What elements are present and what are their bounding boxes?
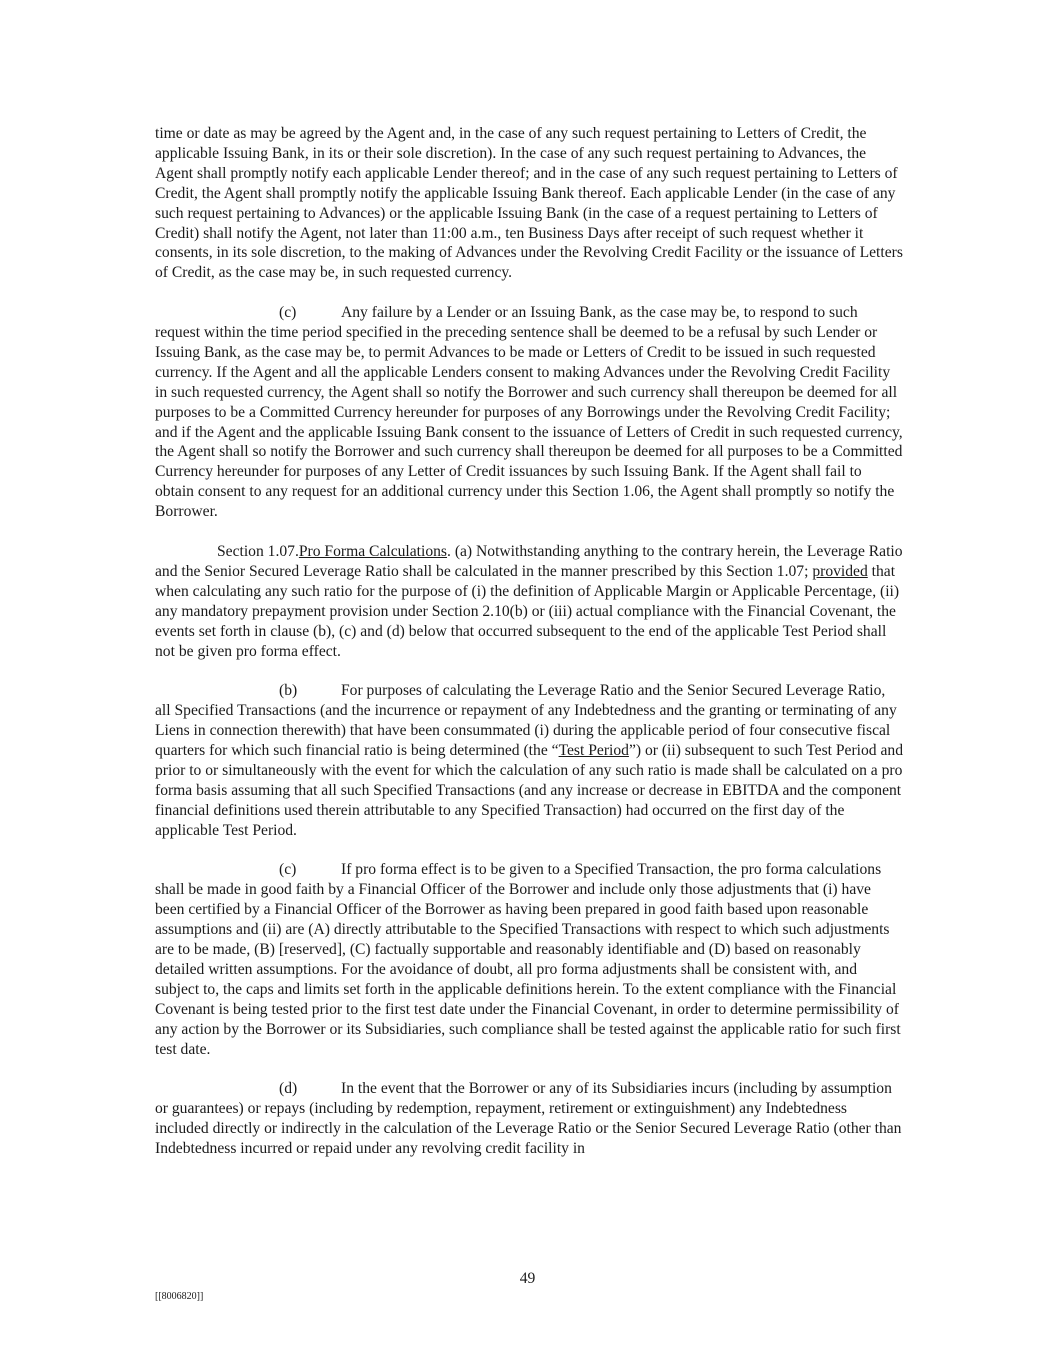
paragraph-text: ”) or (ii) subsequent to such Test Period and prior to or simultaneously with the event for which the calculation of any such ratio is made shall be calculated on a pro forma basis assuming that all such Specified Transactions (and any increase or decrease in EBITDA and the component financial definitions used therein attributable to any Specified Transaction) had occurred on the first day of the applicable Test Period.: [155, 742, 903, 839]
section-number: Section 1.07.: [217, 543, 299, 560]
paragraph-text: If pro forma effect is to be given to a Specified Transaction, the pro forma calculations shall be made in good faith by a Financial Officer of the Borrower and include only those adjustments that (i) have been certified by a Financial Officer of the Borrower as having been prepared in good faith based upon reasonable assumptions and (ii) are (A) directly attributable to the Specified Transactions with respect to which such adjustments are to be made, (B) [reserved], (C) factually supportable and reasonably identifiable and (D) based on reasonably detailed written assumptions. For the avoidance of doubt, all pro forma adjustments shall be consistent with, and subject to, the caps and limits set forth in the applicable definitions herein. To the extent compliance with the Financial Covenant is being tested prior to the first test date under the Financial Covenant, in order to determine permissibility of any action by the Borrower or its Subsidiaries, such compliance shall be tested against the applicable ratio for such first test date.: [155, 861, 901, 1058]
clause-label: (c): [279, 861, 297, 879]
section-heading: Pro Forma Calculations: [298, 543, 448, 560]
paragraph-text: For purposes of calculating the Leverage Ratio and the Senior Secured Leverage Ratio, all Specified Transactions (and the incurrence or repayment of any Indebtedness and the granting or terminating of any Liens in connection therewith) that have been consummated (i) during the applicable period of four consecutive fiscal quarters for which such financial ratio is being determined (the “: [155, 682, 897, 760]
paragraph-c-pro-forma-effect: [155, 860, 903, 1059]
clause-label: (c): [279, 304, 297, 322]
paragraph-d-indebtedness: [155, 1079, 903, 1159]
paragraph-text: time or date as may be agreed by the Agent and, in the case of any such request pertaining to Letters of Credit, the applicable Issuing Bank, in its or their sole discretion). In the case of any such request pertaining to Advances, the Agent shall promptly notify each applicable Lender thereof; and in the case of any such request pertaining to Letters of Credit, the Agent shall promptly notify the applicable Issuing Bank thereof. Each applicable Lender (in the case of any such request pertaining to Advances) or the applicable Issuing Bank (in the case of a request pertaining to Letters of Credit) shall notify the Agent, not later than 11:00 a.m., ten Business Days after receipt of such request whether it consents, in its sole discretion, to the making of Advances under the Revolving Credit Facility or the issuance of Letters of Credit, as the case may be, in such requested currency.: [155, 125, 903, 282]
paragraph-continuation: [155, 124, 903, 283]
section-1-07: [155, 542, 903, 661]
page-number: 49: [519, 1270, 536, 1287]
paragraph-c-currency-consent: [155, 303, 903, 522]
paragraph-text: that when calculating any such ratio for the purpose of (i) the definition of Applicable Margin or Applicable Percentage, (ii) any mandatory prepayment provision under Section 2.10(b) or (iii) actual compliance with the Financial Covenant, the events set forth in clause (b), (c) and (d) below that occurred subsequent to the end of the applicable Test Period shall not be given pro forma effect.: [155, 562, 900, 660]
paragraph-b-specified-transactions: [155, 681, 903, 840]
document-body: [155, 124, 903, 1179]
provided-term: provided: [812, 562, 868, 580]
paragraph-text: In the event that the Borrower or any of its Subsidiaries incurs (including by assumption or guarantees) or repays (including by redemption, repayment, retirement or extinguishment) any Indebtedness included directly or indirectly in the calculation of the Leverage Ratio or the Senior Secured Leverage Ratio (other than Indebtedness incurred or repaid under any revolving credit facility in: [155, 1080, 902, 1158]
defined-term-test-period: Test Period: [558, 742, 629, 760]
clause-label: (b): [279, 682, 298, 700]
paragraph-text: . (a) Notwithstanding anything to the contrary herein, the Leverage Ratio and the Senior Secured Leverage Ratio shall be calculated in the manner prescribed by this Section 1.07;: [155, 543, 903, 580]
clause-label: (d): [279, 1080, 298, 1098]
document-id: [[8006820]]: [155, 1291, 204, 1302]
paragraph-text: Any failure by a Lender or an Issuing Bank, as the case may be, to respond to such request within the time period specified in the preceding sentence shall be deemed to be a refusal by such Lender or Issuing Bank, as the case may be, to permit Advances to be made or Letters of Credit to be issued in such requested currency. If the Agent and all the applicable Lenders consent to making Advances under the Revolving Credit Facility in such requested currency, the Agent shall so notify the Borrower and such currency shall thereupon be deemed for all purposes to be a Committed Currency hereunder for purposes of any Borrowings under the Revolving Credit Facility; and if the Agent and the applicable Issuing Bank consent to the issuance of Letters of Credit in such requested currency, the Agent shall so notify the Borrower and such currency shall thereupon be deemed for all purposes to be a Committed Currency hereunder for purposes of any Letter of Credit issuances by such Issuing Bank. If the Agent shall fail to obtain consent to any request for an additional currency under this Section 1.06, the Agent shall promptly so notify the Borrower.: [155, 304, 903, 521]
